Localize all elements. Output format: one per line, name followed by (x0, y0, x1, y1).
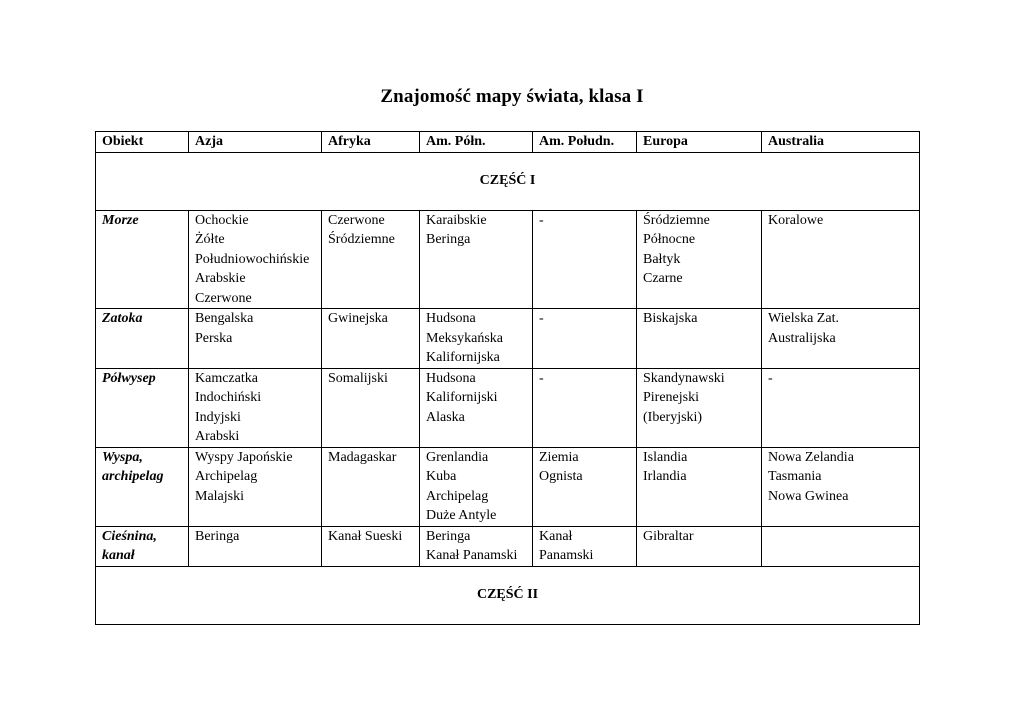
object-label: Wyspa, (102, 449, 143, 465)
cell-entry: Islandia (643, 449, 688, 465)
table-cell (420, 309, 533, 369)
header-afryka: Afryka (322, 132, 420, 153)
table-body (96, 152, 920, 624)
cell-entry: Beringa (426, 528, 471, 544)
object-label: Morze (102, 212, 139, 228)
table-cell (533, 526, 637, 566)
object-label: Półwysep (102, 370, 156, 386)
table-cell (420, 368, 533, 447)
table-cell (189, 447, 322, 526)
cell-entry: Gwinejska (328, 311, 388, 326)
table-cell (322, 309, 420, 369)
table-cell (322, 447, 420, 526)
cell-entry: Beringa (195, 528, 240, 544)
table-cell (533, 210, 637, 309)
cell-entry: - (539, 212, 544, 228)
object-cell (96, 447, 189, 526)
cell-entry: Irlandia (643, 469, 687, 484)
cell-entry: Meksykańska (426, 330, 503, 346)
header-am-poln: Am. Półn. (420, 132, 533, 153)
cell-entry: Wielska Zat. (768, 311, 839, 326)
cell-entry: Arabskie (195, 271, 246, 286)
table-cell (420, 210, 533, 309)
object-label: kanał (102, 548, 135, 563)
cell-entry: Archipelag (195, 469, 258, 484)
object-label: archipelag (102, 469, 164, 484)
table-cell (533, 368, 637, 447)
table-cell (189, 309, 322, 369)
cell-entry: Australijska (768, 330, 836, 346)
cell-entry: Madagaskar (328, 449, 397, 465)
object-cell (96, 526, 189, 566)
header-europa: Europa (637, 132, 762, 153)
cell-entry: Południowochińskie (195, 251, 310, 267)
cell-entry: (Iberyjski) (643, 409, 703, 425)
table-cell (637, 368, 762, 447)
cell-entry: Hudsona (426, 311, 476, 326)
map-knowledge-table (95, 131, 920, 625)
table-row (96, 526, 920, 566)
cell-entry: Kanał Panamski (426, 548, 518, 563)
cell-entry: Ziemia (539, 449, 579, 465)
cell-entry: Kanał (539, 528, 573, 544)
cell-entry: Kuba (426, 469, 457, 484)
cell-entry: Ognista (539, 469, 583, 484)
table-cell (189, 368, 322, 447)
section-row-2 (96, 566, 920, 624)
cell-entry: Skandynawski (643, 370, 725, 386)
cell-entry: Kamczatka (195, 370, 258, 386)
cell-entry: Żółte (195, 232, 225, 247)
cell-entry: Bengalska (195, 311, 254, 326)
cell-entry: Wyspy Japońskie (195, 449, 293, 465)
table-cell (189, 526, 322, 566)
table-row (96, 447, 920, 526)
cell-entry: Śródziemne (643, 212, 710, 228)
table-cell (762, 526, 920, 566)
table-cell (322, 368, 420, 447)
table-cell (762, 309, 920, 369)
cell-entry: Malajski (195, 488, 244, 504)
cell-entry: Kanał Sueski (328, 528, 403, 544)
cell-entry: Hudsona (426, 370, 476, 386)
cell-entry: Czarne (643, 271, 683, 286)
table-row (96, 368, 920, 447)
section-heading-1: CZĘŚĆ I (96, 152, 920, 210)
header-australia: Australia (762, 132, 920, 153)
cell-entry: Śródziemne (328, 232, 395, 247)
cell-entry: Somalijski (328, 370, 388, 386)
page-title: Znajomość mapy świata, klasa I (380, 86, 644, 107)
cell-entry: Czerwone (195, 290, 252, 306)
table-cell (420, 526, 533, 566)
table-cell (420, 447, 533, 526)
section-heading-2: CZĘŚĆ II (96, 566, 920, 624)
cell-entry: Indochiński (195, 390, 262, 405)
section-row-1 (96, 152, 920, 210)
cell-entry: - (539, 370, 544, 386)
cell-entry: Panamski (539, 548, 594, 563)
cell-entry: Arabski (195, 429, 240, 444)
cell-entry: Czerwone (328, 212, 385, 228)
cell-entry: Grenlandia (426, 449, 489, 465)
cell-entry: Koralowe (768, 212, 824, 228)
cell-entry: Beringa (426, 232, 471, 247)
table-row (96, 309, 920, 369)
table-cell (762, 210, 920, 309)
table-cell (762, 368, 920, 447)
table-cell (189, 210, 322, 309)
cell-entry: - (768, 370, 773, 386)
table-cell (637, 526, 762, 566)
header-am-poludn: Am. Połudn. (533, 132, 637, 153)
cell-entry: Kalifornijska (426, 350, 500, 365)
cell-entry: Karaibskie (426, 212, 487, 228)
header-obiekt: Obiekt (96, 132, 189, 153)
cell-entry: Gibraltar (643, 528, 694, 544)
cell-entry: Ochockie (195, 212, 249, 228)
table-row (96, 210, 920, 309)
object-cell (96, 368, 189, 447)
cell-entry: Alaska (426, 409, 465, 425)
object-cell (96, 309, 189, 369)
cell-entry: Archipelag (426, 488, 489, 504)
cell-entry: - (539, 311, 544, 326)
object-cell (96, 210, 189, 309)
cell-entry: Tasmania (768, 469, 822, 484)
table-cell (322, 210, 420, 309)
cell-entry: Bałtyk (643, 251, 681, 267)
header-azja: Azja (189, 132, 322, 153)
cell-entry: Perska (195, 330, 233, 346)
table-cell (637, 309, 762, 369)
table-cell (762, 447, 920, 526)
cell-entry: Nowa Gwinea (768, 488, 849, 504)
cell-entry: Nowa Zelandia (768, 449, 854, 465)
cell-entry: Indyjski (195, 409, 241, 425)
table-cell (637, 210, 762, 309)
table-cell (533, 447, 637, 526)
cell-entry: Biskajska (643, 311, 698, 326)
table-cell (533, 309, 637, 369)
cell-entry: Duże Antyle (426, 508, 497, 523)
object-label: Cieśnina, (102, 528, 157, 544)
table-cell (637, 447, 762, 526)
table-cell (322, 526, 420, 566)
cell-entry: Pirenejski (643, 390, 699, 405)
header-row (96, 132, 920, 153)
object-label: Zatoka (102, 311, 143, 326)
cell-entry: Kalifornijski (426, 390, 498, 405)
cell-entry: Północne (643, 232, 696, 247)
